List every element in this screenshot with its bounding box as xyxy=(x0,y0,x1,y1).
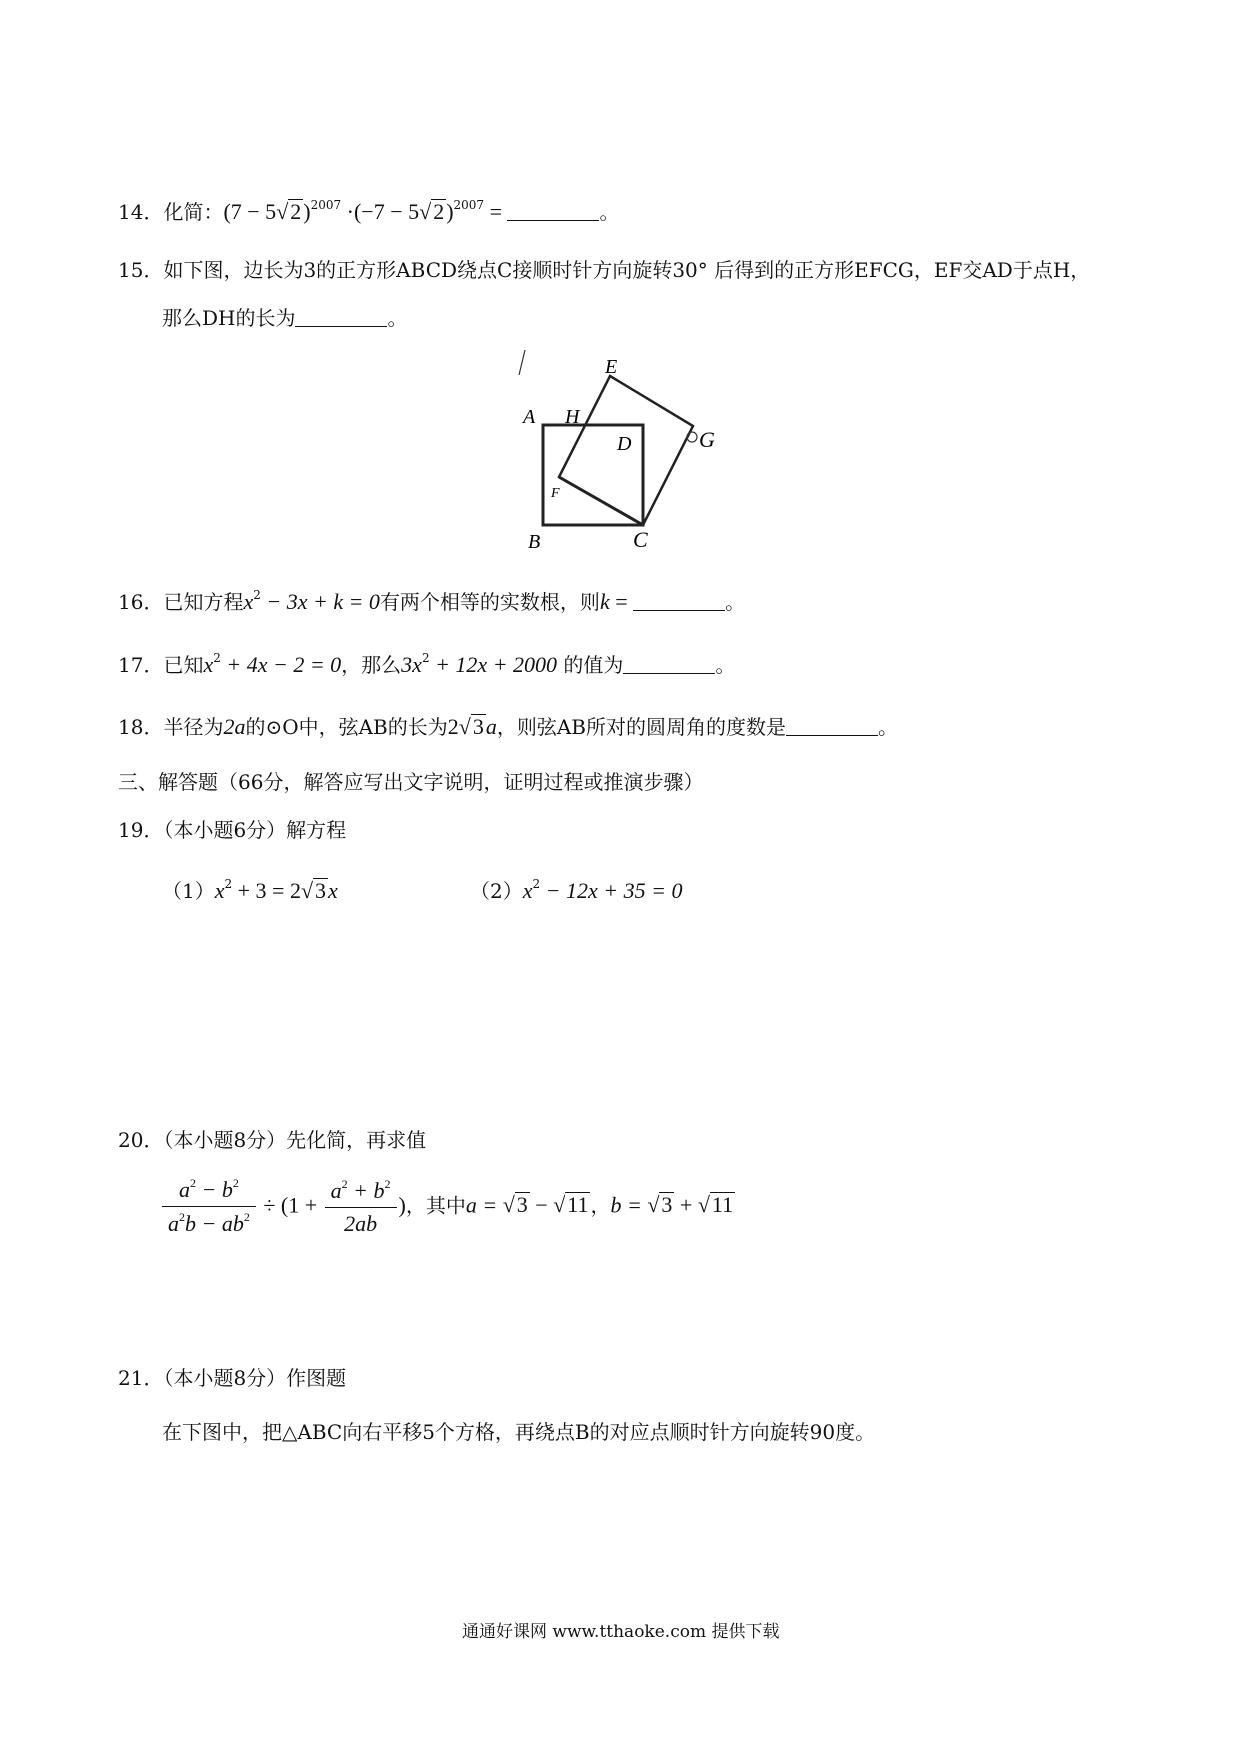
section-heading: 三、解答题（66分，解答应写出文字说明，证明过程或推演步骤） xyxy=(118,770,704,794)
label-b: B xyxy=(528,531,541,553)
label-d: D xyxy=(617,433,632,455)
rotated-square-figure xyxy=(515,350,730,555)
question-19-header: 19．（本小题6分）解方程 xyxy=(118,818,347,842)
answer-blank[interactable] xyxy=(623,655,715,674)
question-15: 15．如下图，边长为3的正方形ABCD绕点C接顺时针方向旋转30° 后得到的正方形EFCG，EF交AD于点H， xyxy=(118,258,1091,282)
question-19-part1: $(1)x^2 + 3 = 2√3x$ xyxy=(162,877,338,903)
fraction-1: $\frac{a^2 - b^2}{a^2b - ab^2}$ xyxy=(162,1176,256,1238)
question-21-header: 21．（本小题8分）作图题 xyxy=(118,1366,347,1390)
answer-blank[interactable] xyxy=(786,717,878,736)
answer-blank[interactable] xyxy=(295,308,387,327)
question-16: 16．已知方程$x^2 - 3x + k = 0$有两个相等的实数根，则k = 。 xyxy=(118,588,746,614)
label-g: G xyxy=(699,427,715,452)
label-e: E xyxy=(605,356,618,378)
footer: 通通好课网 www.tthaoke.com 提供下载 xyxy=(462,1622,780,1642)
question-15-line2: 那么DH的长为 。 xyxy=(162,306,408,330)
question-20-header: 20．（本小题8分）先化简，再求值 xyxy=(118,1128,427,1152)
answer-blank[interactable] xyxy=(633,592,725,611)
question-19-part2: $(2)x^2 - 12x + 35 = 0$ xyxy=(470,877,683,903)
question-20-expression: $\frac{a^2 - b^2}{a^2b - ab^2}$ ÷ (1 + $\frac{a^2 + b^2}{2ab}$ )，其中a = √3 − √11 ，b = √3 + √11 xyxy=(160,1176,735,1238)
question-18: 18．半径为2a的⊙O中，弦AB的长为2√3a，则弦AB所对的圆周角的度数是 。 xyxy=(118,714,898,739)
answer-blank[interactable] xyxy=(507,202,599,221)
label-a: A xyxy=(523,406,536,428)
question-21-text: 在下图中，把△ABC向右平移5个方格，再绕点B的对应点顺时针方向旋转90度。 xyxy=(162,1420,876,1444)
fraction-2: $\frac{a^2 + b^2}{2ab}$ xyxy=(325,1177,397,1238)
label-c: C xyxy=(633,527,648,552)
label-f: F xyxy=(551,486,560,501)
question-17: 17．已知$x^2 + 4x - 2 = 0$，那么$3x^2 + 12x + 2000$ 的值为 。 xyxy=(118,651,736,677)
question-14: 14．化简：$(7 - 5√2)^{2007} \cdot(-7 - 5√2)^{2007}$ = 。 xyxy=(118,198,620,224)
label-h: H xyxy=(565,406,580,428)
